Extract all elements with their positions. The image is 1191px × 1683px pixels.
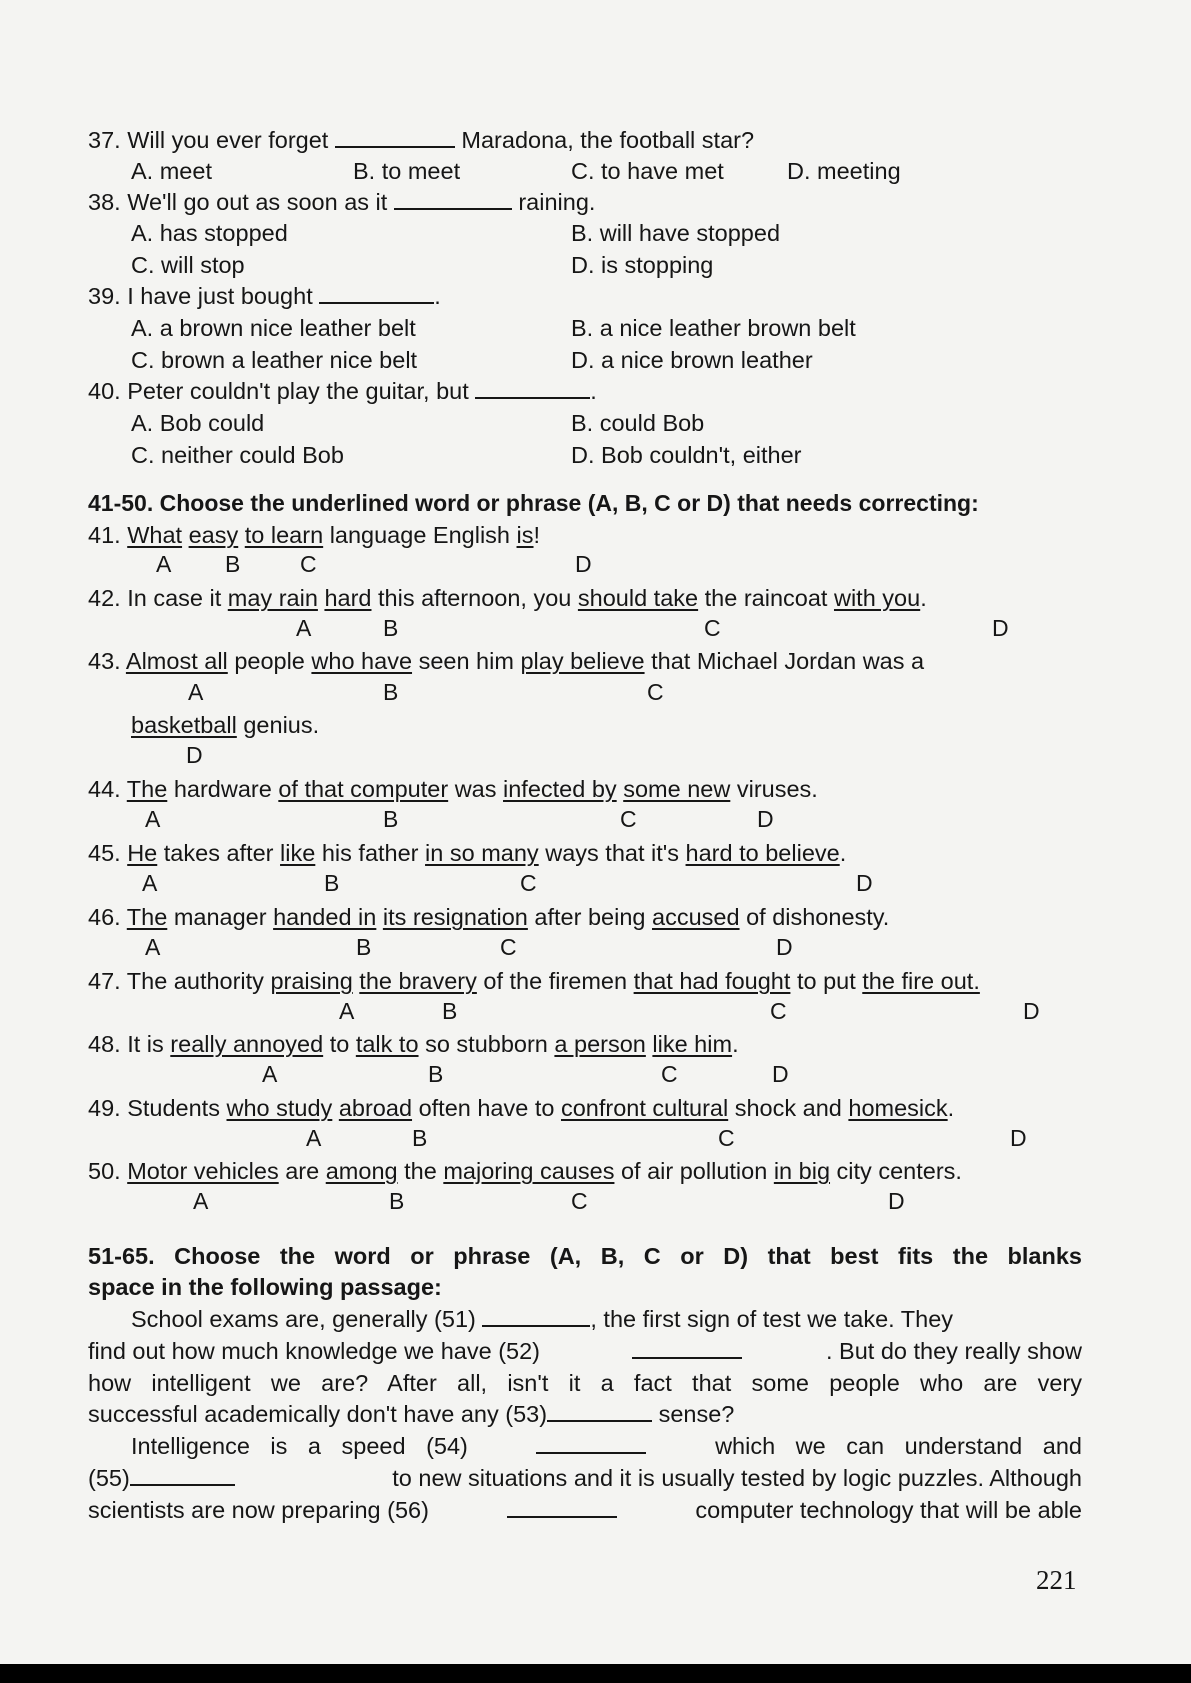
q37-option-b: B. to meet xyxy=(353,158,461,184)
q45-letter-d: D xyxy=(856,870,873,896)
section-51-65-heading: 51-65. Choose the word or phrase (A, B, C or D) that best fits the blanks xyxy=(88,1243,1082,1269)
q38-option-a: A. has stopped xyxy=(131,220,288,246)
q38-option-c: C. will stop xyxy=(131,252,245,278)
q49-letter-d: D xyxy=(1010,1125,1027,1151)
question-43-continued: basketball genius. xyxy=(131,712,320,738)
page-number: 221 xyxy=(1036,1565,1077,1595)
question-40: 40. Peter couldn't play the guitar, but . xyxy=(88,378,597,404)
q45-letter-c: C xyxy=(520,870,537,896)
question-43: 43. Almost all people who have seen him play believe that Michael Jordan was a xyxy=(88,648,925,674)
q40-option-d: D. Bob couldn't, either xyxy=(571,442,802,468)
q44-letter-c: C xyxy=(620,806,637,832)
q49-letter-b: B xyxy=(412,1125,428,1151)
q40-option-b: B. could Bob xyxy=(571,410,705,436)
q42-letter-b: B xyxy=(383,615,399,641)
passage-line-1: School exams are, generally (51) , the first sign of test we take. They xyxy=(131,1306,954,1332)
bottom-edge-bar xyxy=(0,1664,1191,1683)
question-49: 49. Students who study abroad often have to confront cultural shock and homesick. xyxy=(88,1095,955,1121)
passage-line-7: scientists are now preparing (56) computer technology that will be able xyxy=(88,1497,1082,1523)
question-48: 48. It is really annoyed to talk to so stubborn a person like him. xyxy=(88,1031,739,1057)
q38-option-b: B. will have stopped xyxy=(571,220,781,246)
q39-option-d: D. a nice brown leather xyxy=(571,347,813,373)
q48-letter-a: A xyxy=(262,1061,278,1087)
q47-letter-b: B xyxy=(442,998,458,1024)
question-47: 47. The authority praising the bravery of the firemen that had fought to put the fire out. xyxy=(88,968,980,994)
passage-line-2: find out how much knowledge we have (52) . But do they really show xyxy=(88,1338,1082,1364)
q40-option-c: C. neither could Bob xyxy=(131,442,344,468)
question-39: 39. I have just bought . xyxy=(88,283,441,309)
passage-line-3: how intelligent we are? After all, isn't it a fact that some people who are very xyxy=(88,1370,1082,1396)
q40-option-a: A. Bob could xyxy=(131,410,265,436)
q39-option-a: A. a brown nice leather belt xyxy=(131,315,416,341)
q41-letter-b: B xyxy=(225,551,241,577)
q43-letter-b: B xyxy=(383,679,399,705)
question-37: 37. Will you ever forget Maradona, the football star? xyxy=(88,127,755,153)
q44-letter-a: A xyxy=(145,806,161,832)
q44-letter-d: D xyxy=(757,806,774,832)
question-45: 45. He takes after like his father in so many ways that it's hard to believe. xyxy=(88,840,847,866)
q47-letter-c: C xyxy=(770,998,787,1024)
q48-letter-d: D xyxy=(772,1061,789,1087)
q38-option-d: D. is stopping xyxy=(571,252,714,278)
q49-letter-a: A xyxy=(306,1125,322,1151)
q41-letter-a: A xyxy=(156,551,172,577)
q44-letter-b: B xyxy=(383,806,399,832)
q47-letter-d: D xyxy=(1023,998,1040,1024)
q46-letter-a: A xyxy=(145,934,161,960)
q49-letter-c: C xyxy=(718,1125,735,1151)
q42-letter-a: A xyxy=(296,615,312,641)
q42-letter-c: C xyxy=(704,615,721,641)
passage-line-4: successful academically don't have any (53) sense? xyxy=(88,1401,735,1427)
q43-letter-d: D xyxy=(186,742,203,768)
q48-letter-c: C xyxy=(661,1061,678,1087)
passage-line-5: Intelligence is a speed (54) which we can understand and xyxy=(131,1433,1082,1459)
q47-letter-a: A xyxy=(339,998,355,1024)
question-41: 41. What easy to learn language English is! xyxy=(88,522,541,548)
q50-letter-b: B xyxy=(389,1188,405,1214)
question-46: 46. The manager handed in its resignation after being accused of dishonesty. xyxy=(88,904,890,930)
question-42: 42. In case it may rain hard this afternoon, you should take the raincoat with you. xyxy=(88,585,927,611)
section-51-65-heading-continued: space in the following passage: xyxy=(88,1274,442,1300)
q50-letter-c: C xyxy=(571,1188,588,1214)
q43-letter-c: C xyxy=(647,679,664,705)
q48-letter-b: B xyxy=(428,1061,444,1087)
question-44: 44. The hardware of that computer was infected by some new viruses. xyxy=(88,776,818,802)
question-38: 38. We'll go out as soon as it raining. xyxy=(88,189,596,215)
q41-letter-d: D xyxy=(575,551,592,577)
q46-letter-b: B xyxy=(356,934,372,960)
q43-letter-a: A xyxy=(188,679,204,705)
q42-letter-d: D xyxy=(992,615,1009,641)
question-50: 50. Motor vehicles are among the majoring causes of air pollution in big city centers. xyxy=(88,1158,962,1184)
q39-option-b: B. a nice leather brown belt xyxy=(571,315,856,341)
section-41-50-heading: 41-50. Choose the underlined word or phrase (A, B, C or D) that needs correcting: xyxy=(88,490,979,516)
q37-option-a: A. meet xyxy=(131,158,212,184)
q46-letter-d: D xyxy=(776,934,793,960)
q50-letter-d: D xyxy=(888,1188,905,1214)
q50-letter-a: A xyxy=(193,1188,209,1214)
q41-letter-c: C xyxy=(300,551,317,577)
passage-line-6: (55) to new situations and it is usually tested by logic puzzles. Although xyxy=(88,1465,1082,1491)
q37-option-c: C. to have met xyxy=(571,158,724,184)
q37-option-d: D. meeting xyxy=(787,158,901,184)
q45-letter-a: A xyxy=(142,870,158,896)
q39-option-c: C. brown a leather nice belt xyxy=(131,347,418,373)
q45-letter-b: B xyxy=(324,870,340,896)
q46-letter-c: C xyxy=(500,934,517,960)
